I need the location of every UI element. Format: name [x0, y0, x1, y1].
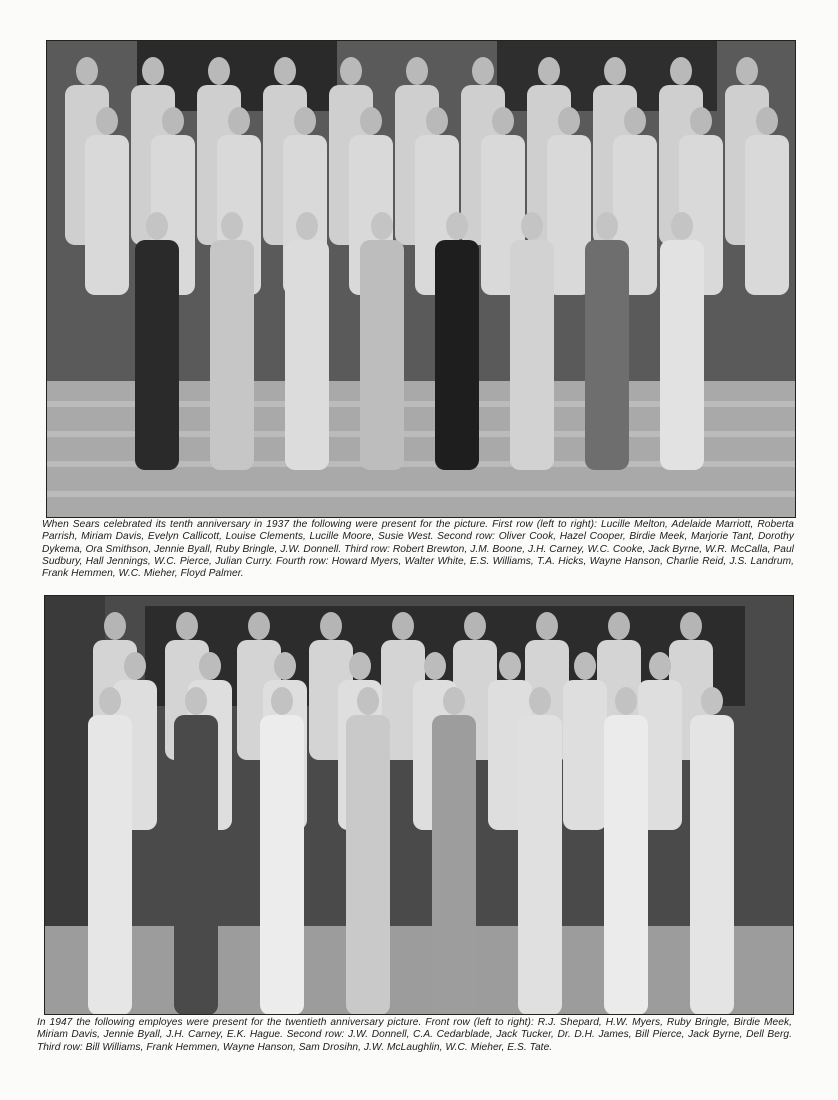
photo-caption-1947: In 1947 the following employes were present for the twentieth anniversary picture. Front row (left to right): R.J. Shepard, H.W. Myers, Ruby Bringle, Birdie Meek, Miriam Davis, Jennie Byall, J.H. Carney, E.K. Hague. Second row: J.W. Donnell, C.A. Cedarblade, Jack Tucker, Dr. D.H. James, Bill Pierce, Jack Byrne, Dell Berg. Third row: Bill Williams, Frank Hemmen, Wayne Hanson, Sam Drosihn, J.W. McLaughlin, W.C. Mieher, E.S. Tate. — [37, 1017, 792, 1053]
group-photo-1937 — [46, 40, 796, 518]
group-photo-1937-illustration — [47, 41, 795, 517]
group-photo-1947-illustration — [45, 596, 793, 1014]
group-photo-1947 — [44, 595, 794, 1015]
photo-caption-1937: When Sears celebrated its tenth anniversary in 1937 the following were present for the picture. First row (left to right): Lucille Melton, Adelaide Marriott, Roberta Parrish, Miriam Davis, Evelyn Callicott, Louise Clements, Lucille Moore, Susie West. Second row: Oliver Cook, Hazel Cooper, Birdie Meek, Marjorie Tant, Dorothy Dykema, Ora Smithson, Jennie Byall, Ruby Bringle, J.W. Donnell. Third row: Robert Brewton, J.M. Boone, J.H. Carney, W.C. Cooke, Jack Byrne, W.R. McCalla, Paul Sudbury, Hall Jennings, W.C. Pierce, Julian Curry. Fourth row: Howard Myers, Walter White, E.S. Williams, T.A. Hicks, Wayne Hanson, Charlie Reid, J.S. Landrum, Frank Hemmen, W.C. Mieher, Floyd Palmer. — [42, 519, 794, 580]
